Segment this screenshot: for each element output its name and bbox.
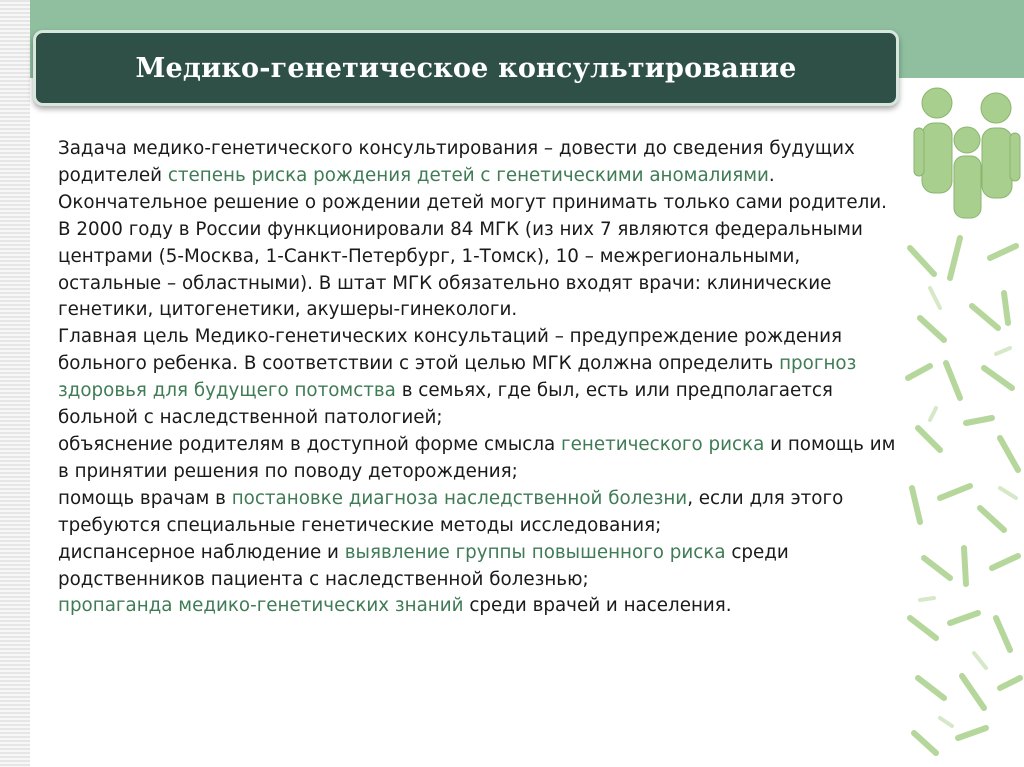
paragraph-diagnosis-help: помощь врачам в постановке диагноза наследственной болезни, если для этого требуются специальные генетические методы исследования; [58, 487, 844, 536]
paragraph-task: Задача медико-генетического консультирования – довести до сведения будущих родителей степень риска рождения детей с генетическими аномалиями. Окончательное решение о рождении детей могут принимать только сами родители. [58, 138, 887, 213]
decoration-panel [900, 78, 1024, 767]
paragraph-observation: диспансерное наблюдение и выявление группы повышенного риска среди родственников пациента с наследственной болезнью; [58, 541, 789, 590]
paragraph-explanation: объяснение родителям в доступной форме смысла генетического риска и помощь им в принятии решения по поводу деторождения; [58, 433, 896, 482]
left-stripe-border [0, 0, 30, 767]
highlight-risk-group: выявление группы повышенного риска [344, 541, 726, 563]
highlight-diagnosis: постановке диагноза наследственной болезни [231, 487, 688, 509]
chromosome-pattern-icon [908, 238, 1020, 753]
highlight-genetic-risk: генетического риска [561, 433, 765, 455]
title-bar [33, 30, 899, 106]
highlight-prognosis: прогноз здоровья для будущего потомства [58, 353, 857, 402]
slide-body [58, 136, 903, 620]
highlight-risk: степень риска рождения детей с генетическими аномалиями [167, 164, 769, 186]
family-figures-icon [914, 88, 1020, 218]
paragraph-main-goal: Главная цель Медико-генетических консультаций – предупреждение рождения больного ребенка. В соответствии с этой целью МГК должна определить прогноз здоровья для будущего потомства в семьях, где был, есть или предполагается больной с наследственной патологией; [58, 326, 857, 429]
paragraph-mgk-2000: В 2000 году в России функционировали 84 МГК (из них 7 являются федеральными центрами (5-Москва, 1-Санкт-Петербург, 1-Томск), 10 – межрегиональными, остальные – областными). В штат МГК обязательно входят врачи: клинические генетики, цитогенетики, акушеры-гинекологи. [58, 218, 863, 321]
slide-title: Медико-генетическое консультирование [135, 52, 797, 84]
paragraph-propaganda: пропаганда медико-генетических знаний среди врачей и населения. [58, 595, 732, 617]
highlight-propaganda: пропаганда медико-генетических знаний [58, 595, 464, 617]
